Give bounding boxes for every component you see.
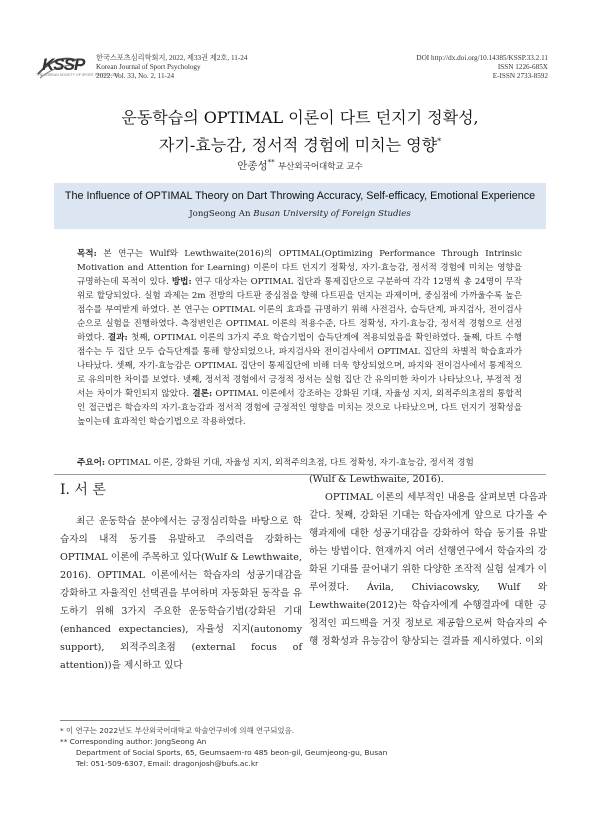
footnote-funding: * 이 연구는 2022년도 부산외국어대학교 학술연구비에 의해 연구되었음. — [60, 726, 295, 735]
abstract-label-method: 방법: — [171, 277, 192, 287]
author-name: 안종성 — [237, 160, 268, 172]
author-affiliation: 부산외국어대학교 교수 — [277, 162, 363, 172]
issn: ISSN 1226-685X — [497, 63, 548, 72]
abstract-result: 첫째, OPTIMAL 이론의 3가지 주요 학습기법이 습득단계에 적용되었음을 확인하였다. 둘째, 다트 수행 점수는 두 집단 모두 습득단계를 통해 향상되었으나, 파지검사와 전이검사에서 OPTIMAL 집단의 차별적 학습효과가 나타났다. 셋째, 자기-효능감은 OPTIMAL 집단이 통제집단에 비해 더욱 향상되었으며, 파지와 전이검사에서 통계적으로 유의미한 차이를 보였다. 넷째, 정서적 경험에서 긍정적 정서는 실험 집단 간 유의미한 차이가 나타났으나, 부정적 정서는 차이가 확인되지 않았다. — [77, 333, 522, 399]
eissn: E-ISSN 2733-8592 — [492, 72, 548, 81]
intro-paragraph-1: 최근 운동학습 분야에서는 긍정심리학을 바탕으로 학습자의 내적 동기를 유발하고 주의력을 강화하는 OPTIMAL 이론에 주목하고 있다(Wulf & Lewthwaite, 2016). OPTIMAL 이론에서는 학습자의 성공기대감을 강화하고 자율적인 선택권을 부여하며 자동화된 동작을 유도하기 위해 3가지 주요한 운동학습기법(강화된 기대(enhanced expectancies), 자율성 지지(autonomy support), 외적주의초점 (external focus of attention))을 제시하고 있다 — [60, 516, 302, 671]
abstract-label-result: 결과: — [107, 333, 128, 343]
logo-subtitle: THE KOREAN SOCIETY OF SPORT PSYCHOLOGY — [36, 73, 120, 77]
abstract-method: 연구 대상자는 OPTIMAL 집단과 통제집단으로 구분하여 각각 12명씩 총 24명이 무작위로 할당되었다. 실험 과제는 2m 전방의 다트판 중심점을 향해 다트핀을 던지는 과제이며, 중심점에 가까울수록 높은 점수를 부여받게 하였다. 본 연구는 OPTIMAL 이론의 효과를 규명하기 위해 사전검사, 습득단계, 파지검사, 전이검사 순으로 실험을 진행하였다. 측정변인은 OPTIMAL 이론의 적용수준, 다트 정확성, 자기-효능감, 정서적 경험으로 선정하였다. — [77, 277, 523, 343]
section-heading: I. 서 론 — [60, 482, 106, 498]
intro-paragraph-1-continued: (Wulf & Lewthwaite, 2016). — [309, 474, 444, 485]
doi-link[interactable]: DOI http://dx.doi.org/10.14385/KSSP.33.2.11 — [416, 54, 548, 62]
paper-title — [40, 106, 560, 157]
keywords-text: OPTIMAL 이론, 강화된 기대, 자율성 지지, 외적주의초점, 다트 정확성, 자기-효능감, 정서적 경험 — [107, 458, 474, 468]
title-line-2: 자기-효능감, 정서적 경험에 미치는 영향* — [158, 135, 442, 155]
english-title: The Influence of OPTIMAL Theory on Dart Throwing Accuracy, Self-efficacy, Emotional Experience — [64, 190, 536, 202]
abstract-label-purpose: 목적: — [77, 249, 97, 259]
author-line — [40, 158, 560, 173]
body-column-left — [60, 477, 302, 675]
footnote-contact: Tel: 051-509-6307, Email: dragonjosh@bufs.ac.kr — [76, 759, 259, 768]
journal-info — [96, 54, 247, 82]
journal-korean: 한국스포츠심리학회지, 2022, 제33권 제2호, 11-24 — [96, 54, 248, 62]
english-affiliation: Busan University of Foreign Studies — [253, 209, 411, 219]
author-footnote-mark: ** — [267, 158, 275, 167]
keywords-label: 주요어: — [77, 458, 106, 468]
english-author-line — [54, 209, 546, 219]
english-author-name: JongSeong An — [189, 209, 251, 219]
intro-paragraph-2: OPTIMAL 이론의 세부적인 내용을 살펴보면 다음과 같다. 첫째, 강화된 기대는 학습자에게 앞으로 다가올 수행과제에 대한 성공기대감을 강화하여 학습 동기를 유발하는 방법이다. 현재까지 여러 선행연구에서 학습자의 강화된 기대를 끌어내기 위한 다양한 조작적 실험 설계가 이루어졌다. Ávila, Chiviacowsky, Wulf 와 Lewthwaite(2012)는 학습자에게 수행결과에 대한 긍정적인 피드백을 거짓 정보로 제공함으로써 학습자의 수행 정확성과 유능감이 향상되는 결과를 제시하였다. 이외 — [309, 492, 547, 647]
abstract-label-conclusion: 결론: — [192, 389, 213, 399]
footnote-rule — [60, 720, 180, 721]
title-line-1: 운동학습의 OPTIMAL 이론이 다트 던지기 정확성, — [121, 108, 479, 127]
footnotes — [60, 725, 548, 769]
abstract — [77, 247, 522, 429]
keywords — [77, 456, 522, 470]
title-footnote-mark: * — [437, 137, 442, 146]
journal-volume: 2022. Vol. 33, No. 2, 11-24 — [96, 72, 175, 81]
body-column-right — [309, 471, 547, 651]
journal-english: Korean Journal of Sport Psychology — [96, 63, 201, 72]
abstract-conclusion: OPTIMAL 이론에서 강조하는 강화된 기대, 자율성 지지, 외적주의초점의 통합적인 접근법은 학습자의 자기-효능감과 정서적 경험에 긍정적인 영향을 미치는 것으로 나타났으며, 다트 던지기 정확성을 높이는데 효과적인 학습기법으로 작용하였다. — [77, 389, 523, 427]
logo-text: KSSP — [42, 55, 85, 74]
footnote-corresponding: ** Corresponding author: JongSeong An — [60, 737, 207, 746]
doi-block — [416, 54, 548, 82]
footnote-address: Department of Social Sports, 65, Geumsaem-ro 485 beon-gil, Geumjeong-gu, Busan — [76, 748, 388, 757]
abstract-purpose: 본 연구는 Wulf와 Lewthwaite(2016)의 OPTIMAL(Optimizing Performance Through Intrinsic Motivation and Attention for Learning) 이론이 다트 던지기 정확성, 자기-효능감, 정서적 경험에 미치는 영향을 규명하는데 목적이 있다. — [77, 249, 522, 287]
